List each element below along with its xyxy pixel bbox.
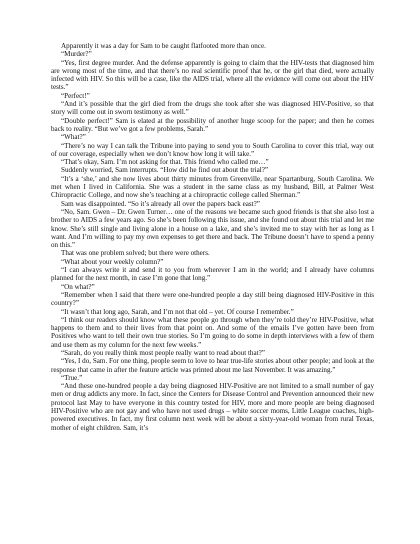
document-page — [51, 42, 374, 432]
paragraph: “What about your weekly column?” — [61, 257, 164, 266]
paragraph: “On what?” — [61, 282, 95, 291]
paragraph: “True.” — [61, 373, 83, 382]
paragraph: “And these one-hundred people a day being diagnosed HIV-Positive are not limited to a small number of gay men or drug addicts any more. In fact, since the Centers for Disease Control and Prevention announced their new protocol last May to have everyone in this country tested for HIV, more and more people are being diagnosed HIV-Positive who are not gay and who have not used drugs – white soccer moms, Little League coaches, high-powered executives. In fact, my first column next week will be about a sixty-year-old woman from rural Texas, mother of eight children. Sam, it’s — [51, 382, 374, 432]
paragraph: “What?” — [61, 133, 86, 142]
paragraph: “Yes, first degree murder. And the defense apparently is going to claim that the HIV-tests that diagnosed him are wrong most of the time, and that there’s no real scientific proof that he, or the girl that died, were actually infected with HIV. So this will be a case, like the AIDS trial, where all the evidence will come out about the HIV tests.” — [51, 58, 374, 92]
paragraph: Apparently it was a day for Sam to be caught flatfooted more than once. — [61, 42, 266, 50]
paragraph: That was one problem solved; but there were others. — [61, 249, 210, 258]
paragraph: “No, Sam. Gwen – Dr. Gwen Turner… one of the reasons we became such good friends is that she also lost a brother to AIDS a few years ago. So she’s been following this issue, and she found out about this trial and let me know. She’s still single and living alone in a house on a lake, and she’s invited me to stay with her as long as I want. And I’m willing to pay my own expenses to get there and back. The Tribune doesn’t have to spend a penny on this.” — [51, 207, 374, 250]
paragraph: Suddenly worried, Sam interrupts. “How did he find out about the trial?” — [61, 166, 269, 175]
paragraph: “I can always write it and send it to you from wherever I am in the world; and I already have columns planned for the next month, in case I’m gone that long.” — [51, 266, 374, 283]
paragraph: “Double perfect!” Sam is elated at the possibility of another huge scoop for the paper; and then he comes back to reality. “But we’ve got a few problems, Sarah.” — [51, 116, 374, 133]
paragraph: “Remember when I said that there were one-hundred people a day still being diagnosed HIV-Positive in this country?” — [51, 290, 374, 308]
paragraph: “That’s okay, Sam. I’m not asking for that. This friend who called me…” — [61, 158, 269, 167]
paragraph: “And it’s possible that the girl died from the drugs she took after she was diagnosed HIV-Positive, so that story will come out in sworn testimony as well.” — [51, 100, 374, 117]
paragraph: “It wasn’t that long ago, Sarah, and I’m not that old – yet. Of course I remember.” — [61, 307, 294, 316]
paragraph: Sam was disappointed. “So it’s already all over the papers back east?” — [61, 199, 260, 208]
paragraph: “Murder?” — [61, 50, 92, 59]
paragraph: “Yes, I do, Sam. For one thing, people seem to love to hear true-life stories about other people; and look at the response that came in after the feature article was printed about me last November. It was amazing.” — [51, 357, 374, 374]
paragraph: “Perfect!” — [61, 91, 90, 100]
paragraph: “It’s a ‘she,’ and she now lives about thirty minutes from Greenville, near Spartanburg, South Carolina. We met when I lived in California. She was a student in the same class as my husband, Bill, at Palmer West Chiropractic College, and now she’s teaching at a chiropractic college called Sherman.” — [51, 174, 374, 200]
paragraph: “I think our readers should know what these people go through when they’re told they’re HIV-Positive, what happens to them and to their lives from that point on. And some of the emails I’ve gotten have been from Positives who want to tell their own true stories. So I’m going to do some in depth interviews with a few of them and use them as my column for the next few weeks.” — [51, 315, 374, 349]
paragraph: “Sarah, do you really think most people really want to read about that?” — [61, 348, 265, 357]
paragraph: “There’s no way I can talk the Tribune into paying to send you to South Carolina to cover this trial, way out of our coverage, especially when we don’t know how long it will take.” — [51, 141, 374, 158]
